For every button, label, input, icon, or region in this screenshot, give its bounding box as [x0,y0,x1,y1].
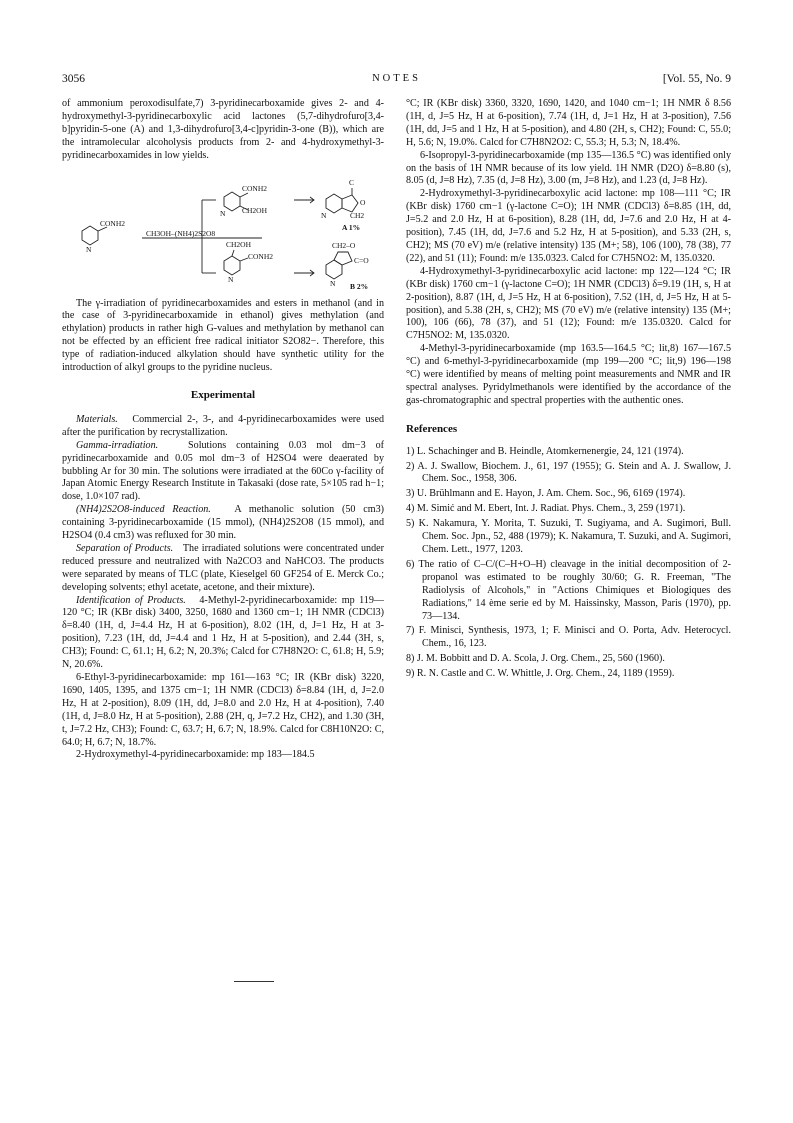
reagent-label: CH3OH–(NH4)2S2O8 [146,228,216,238]
lactone-b-yield: B 2% [350,281,369,291]
materials-heading: Materials. [76,413,118,425]
reference-item: 8) J. M. Bobbitt and D. A. Scola, J. Org. Chem., 25, 560 (1960). [406,653,665,665]
product1-ch2oh: CH2OH [242,205,268,215]
reference-item: 4) M. Simić and M. Ebert, Int. J. Radiat. Phys. Chem., 3, 259 (1971). [406,503,686,515]
product2-n: N [228,274,234,284]
continuation-paragraph: °C; IR (KBr disk) 3360, 3320, 1690, 1420, and 1040 cm−1; 1H NMR δ 8.56 (1H, d, J=5 Hz, H at 6-position), 7.74 (1H, d, J=1 Hz, H at 3-position), 7.56 (1H, dd, J=5 and 1 Hz, H at 5-position), and 4.80 (2H, s, CH2); Found: C, 55.0; H, 5.6; N, 19.0%. Calcd for C7H8N2O2: C, 55.3; H, 5.3; N, 18.4%. [406,98,731,148]
reference-item: 6) The ratio of C–C/(C–H+O–H) cleavage in the initial decomposition of 2-propanol was estimated to be roughly 30/60; G. R. Freeman, "The Radiolysis of Alcohols," in "Actions Chimiques et Biologiques des Radiations," 14 ème serie ed by M. Haissinsky, Masson, Paris (1970), pp. 73—134. [406,558,731,622]
product2-ch2oh: CH2OH [226,239,252,249]
persulfate-paragraph [62,504,384,543]
page-number: 3056 [62,73,85,85]
reference-item: 2) A. J. Swallow, Biochem. J., 61, 197 (1955); G. Stein and A. J. Swallow, J. Chem. Soc., 1958, 306. [406,460,731,485]
identification-heading: Identification of Products. [76,594,186,606]
reference-item: 3) U. Brühlmann and E. Hayon, J. Am. Chem. Soc., 96, 6169 (1974). [406,488,686,500]
reactant-label: CONH2 [100,218,126,228]
journal-section: NOTES [372,73,421,84]
product1-conh2: CONH2 [242,183,268,193]
gamma-heading: Gamma-irradiation. [76,439,159,451]
lactone-b-paragraph: 4-Hydroxymethyl-3-pyridinecarboxylic acid lactone: mp 122—124 °C; IR (KBr disk) 1760 cm−1 (γ-lactone C=O); 1H NMR (CDCl3) δ=9.19 (1H, s, H at 2-position), 8.87 (1H, d, J=5 Hz, H at 6-position), 7.52 (1H, d, J=5 Hz, H at 5-position), and 5.38 (2H, s, CH2); MS (70 eV) m/e (relative intensity) 135 (M+; 100), 106 (66), 78 (37), and 51 (12); Found: m/e 135.0320. Calcd for C7H5NO2: M, 135.0320. [406,265,731,342]
product2-conh2: CONH2 [248,251,274,261]
intro-paragraph: of ammonium peroxodisulfate,7) 3-pyridinecarboxamide gives 2- and 4-hydroxymethyl-3-pyridinecarboxylic acid lactones (5,7-dihydrofuro[3,4-b]pyridin-5-one (A) and 1,3-dihydrofuro[3,4-c]pyridin-3-one (B)), which are the intramolecular alcoholysis products from 2- and 4-hydroxymethyl-3-pyridinecarboxamides in low yields. [62,98,384,161]
materials-text: Commercial 2-, 3-, and 4-pyridinecarboxamides were used after the purification by recrystallization. [62,413,384,438]
isopropyl-paragraph: 6-Isopropyl-3-pyridinecarboxamide (mp 135—136.5 °C) was identified only on the basis of 1H NMR because of its low yield. 1H NMR (D2O) δ=8.80 (s), 8.05 (d, J=8 Hz), 7.35 (d, J=8 Hz), 3.00 (m, J=8 Hz), and 1.23 (d, J=8 Hz). [406,149,731,187]
lactone-b-ch2o: CH2–O [332,240,356,250]
lactone-b-n: N [330,278,336,288]
gamma-text: Solutions containing 0.03 mol dm−3 of pyridinecarboxamide and 0.05 mol dm−3 of H2SO4 were deaerated by bubbling Ar for 30 min. The solutions were irradiated at the 60Co γ-facility of Japan Atomic Energy Research Institute in Takasaki (dose rate, 5×105 rad h−1; dose, 1.0×107 rad). [62,439,385,503]
ethyl-paragraph: 6-Ethyl-3-pyridinecarboxamide: mp 161—163 °C; IR (KBr disk) 3220, 1690, 1405, 1395, and 1375 cm−1; 1H NMR (CDCl3) δ=8.84 (1H, d, J=2.0 Hz, H at 2-position), 8.09 (1H, dd, J=8.0 and 2.0 Hz, H at 4-position), 7.40 (1H, d, J=8.0 Hz, H at 5-position), 2.88 (2H, q, J=7.2 Hz, CH2), and 1.30 (3H, t, J=7.2 Hz, CH3); Found: C, 63.7; H, 6.7; N, 18.9%. Calcd for C8H10N2O: C, 64.0; H, 6.7; N, 18.7%. [62,672,384,748]
reactant-n: N [86,244,92,254]
right-column [406,98,731,683]
separation-text: The irradiated solutions were concentrated under reduced pressure and neutralized with Na2CO3 and NaHCO3. The products were separated by means of TLC (plate, Kieselgel 60 GF254 of E. Merck Co.; developing solvents; ethyl acetate, acetone, and their mixture). [62,542,384,593]
volume-info: [Vol. 55, No. 9 [662,73,731,85]
reference-item: 7) F. Minisci, Synthesis, 1973, 1; F. Minisci and O. Porta, Adv. Heterocycl. Chem., 16, 123. [406,625,731,650]
lactone-b-co: C=O [354,255,369,265]
reference-item: 5) K. Nakamura, Y. Morita, T. Suzuki, T. Sugiyama, and A. Sugimori, Bull. Chem. Soc. Jpn., 52, 488 (1979); K. Nakamura, T. Suzuki, and A. Sugimori, Chem. Lett., 1977, 1203. [406,518,731,555]
reaction-scheme-drawing [62,170,384,292]
gamma-paragraph [62,440,384,505]
hydroxymethyl-paragraph: 2-Hydroxymethyl-4-pyridinecarboxamide: mp 183—184.5 [76,749,315,761]
identification-paragraph [62,595,384,672]
lactone-a-paragraph: 2-Hydroxymethyl-3-pyridinecarboxylic acid lactone: mp 108—111 °C; IR (KBr disk) 1760 cm−1 (γ-lactone C=O); 1H NMR (CDCl3) δ=8.85 (1H, dd, J=5.2 and 2.0 Hz, H at 6-position), 8.28 (1H, dd, J=7.6 and 2.0 Hz, H at 4-position), 7.45 (1H, dd, J=7.6 and 5.2 Hz, H at 5-position), and 5.33 (2H, s, CH2); MS (70 eV) m/e (relative intensity) 135 (M+; 58), 106 (100), 78 (38), 77 (22), and 51 (11); Found: m/e 135.0323. Calcd for C7H5NO2: M, 135.0320. [406,188,731,264]
persulfate-heading: (NH4)2S2O8-induced Reaction. [76,504,211,516]
product1-n: N [220,208,226,218]
reference-item: 9) R. N. Castle and C. W. Whittle, J. Org. Chem., 24, 1189 (1959). [406,668,675,680]
identification-text: 4-Methyl-2-pyridinecarboxamide: mp 119—120 °C; IR (KBr disk) 3400, 3250, 1680 and 1360 cm−1; 1H NMR (CDCl3) δ=8.40 (1H, d, J=4.4 Hz, H at 6-position), 8.02 (1H, d, J=1 Hz, H at 3-position), 7.23 (1H, dd, J=4.4 and 1 Hz, H at 5-position), and 2.44 (3H, s, CH3); Found: C, 61.1; H, 6.2; N, 20.3%; Calcd for C7H8N2O: C, 61.8; H, 5.9; N, 20.6%. [62,594,384,671]
lactone-a-yield: A 1% [342,222,361,232]
footer-rule [234,981,274,982]
references-heading: References [406,422,458,435]
reaction-scheme [62,170,384,292]
reference-item: 1) L. Schachinger and B. Heindle, Atomkernenergie, 24, 121 (1974). [406,445,684,457]
methyl-paragraph: 4-Methyl-3-pyridinecarboxamide (mp 163.5—164.5 °C; lit,8) 167—167.5 °C) and 6-methyl-3-pyridinecarboxamide (mp 199—200 °C; lit,9) 196—198 °C) were identified by means of melting point measurements and NMR and IR spectral analyses. Pyridylmethanols were identified by the accordance of the gas-chromatographic and spectral properties with the authentic ones. [406,343,731,406]
reference-list [406,446,731,681]
left-column [62,98,384,762]
discussion-paragraph: The γ-irradiation of pyridinecarboxamides and esters in methanol (and in the case of 3-pyridinecarboxamide in ethanol) gives methylation (and ethylation) products in rather high G-values and methylation by methanol can not be effected by an efficient free radical initiator S2O82−. Therefore, this type of radiation-induced alkylation should have synthetic utility for the introduction of alkyl groups to the pyridine nucleus. [62,297,384,374]
materials-paragraph [62,414,384,440]
lactone-a-carbonyl: C [349,177,355,187]
experimental-heading: Experimental [190,388,256,401]
separation-heading: Separation of Products. [76,542,174,554]
running-header [62,73,731,89]
lactone-a-ch2: CH2 [350,210,365,220]
lactone-a-oxygen: O [360,197,366,207]
lactone-a-n: N [321,210,327,220]
separation-paragraph [62,543,384,595]
persulfate-text: A methanolic solution (50 cm3) containing 3-pyridinecarboxamide (15 mmol), (NH4)2S2O8 (15 mmol), and H2SO4 (0.4 cm3) was refluxed for 30 min. [62,504,384,542]
